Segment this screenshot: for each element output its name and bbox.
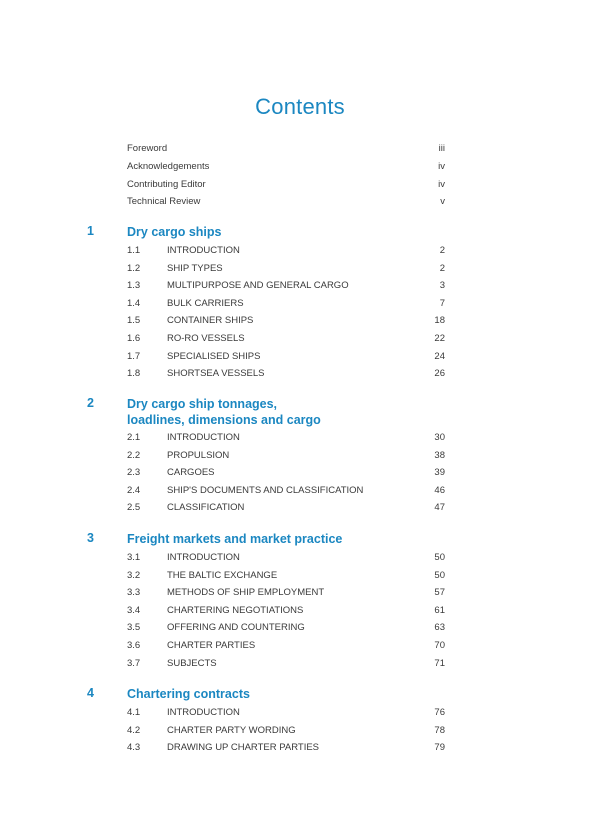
section-title: SHIP'S DOCUMENTS AND CLASSIFICATION [167,484,364,496]
toc-section-entry [127,620,445,636]
section-title: SHIP TYPES [167,262,223,274]
section-page: 50 [434,552,445,563]
chapter-number: 3 [87,531,94,545]
section-title: METHODS OF SHIP EMPLOYMENT [167,587,325,599]
chapter-number: 1 [87,224,94,238]
chapter-number: 2 [87,396,94,410]
toc-front-entry [127,194,445,210]
toc-section-entry [127,448,445,464]
page-title: Contents [255,94,345,119]
section-page: 3 [439,280,445,292]
section-page: 76 [434,707,445,718]
toc-entry-page: iii [438,143,445,154]
toc-entry-title: Contributing Editor [127,179,206,190]
chapter-number: 4 [87,686,94,700]
section-page: 26 [434,368,445,380]
section-number: 3.6 [127,640,141,651]
section-number: 1.5 [127,315,141,327]
chapter-title: Freight markets and market practice [127,532,343,546]
toc-front-entry [127,141,445,157]
section-number: 4.2 [127,724,141,736]
section-title: INTRODUCTION [167,245,240,256]
section-title: CARGOES [167,467,215,479]
toc-section-entry [127,483,445,499]
section-title: CHARTERING NEGOTIATIONS [167,604,304,616]
section-page: 71 [434,657,445,669]
chapter-title: Dry cargo ships [127,225,222,239]
toc-section-entry [127,349,445,365]
section-number: 2.5 [127,502,141,514]
section-number: 1.7 [127,350,141,362]
section-title: SUBJECTS [167,657,217,669]
section-number: 2.3 [127,467,141,479]
toc-section-entry [127,313,445,329]
section-number: 4.3 [127,742,141,754]
toc-section-entry [127,638,445,654]
toc-section-entry [127,296,445,312]
section-title: THE BALTIC EXCHANGE [167,569,278,581]
section-title: OFFERING AND COUNTERING [167,622,305,634]
section-page: 78 [434,724,445,736]
toc-entry-page: v [440,196,445,207]
toc-section-entry [127,261,445,277]
section-number: 4.1 [127,707,141,718]
section-page: 61 [434,604,445,616]
toc-entry-title: Foreword [127,143,168,154]
chapter-title: Chartering contracts [127,687,250,701]
section-number: 1.8 [127,368,141,380]
section-page: 24 [434,350,445,362]
section-title: SHORTSEA VESSELS [167,368,265,380]
section-page: 63 [434,622,445,634]
toc-entry-page: iv [438,179,445,190]
section-title: SPECIALISED SHIPS [167,350,261,362]
section-number: 2.1 [127,432,141,443]
section-number: 2.4 [127,484,141,496]
toc-section-entry [127,430,445,446]
section-title: CONTAINER SHIPS [167,315,254,327]
section-page: 50 [434,569,445,581]
toc-section-entry [127,723,445,739]
section-page: 7 [439,297,445,309]
section-number: 3.3 [127,587,141,599]
section-number: 2.2 [127,449,141,461]
section-title: INTRODUCTION [167,707,240,718]
section-title: CHARTER PARTY WORDING [167,724,296,736]
section-number: 3.7 [127,657,141,669]
section-number: 1.1 [127,245,141,256]
toc-section-entry [127,603,445,619]
section-title: RO-RO VESSELS [167,333,245,344]
toc-section-entry [127,705,445,721]
toc-entry-page: iv [438,161,445,172]
toc-section-entry [127,366,445,382]
section-title: BULK CARRIERS [167,297,244,309]
chapter-title: Dry cargo ship tonnages, [127,397,278,411]
toc-section-entry [127,278,445,294]
toc-section-entry [127,500,445,516]
section-title: PROPULSION [167,449,230,461]
chapter-title: loadlines, dimensions and cargo [127,413,321,427]
section-page: 57 [434,587,445,599]
section-title: CLASSIFICATION [167,502,245,514]
section-title: DRAWING UP CHARTER PARTIES [167,742,320,754]
toc-section-entry [127,740,445,756]
section-page: 39 [434,467,445,479]
section-page: 46 [434,484,445,496]
section-page: 2 [439,245,445,256]
section-title: INTRODUCTION [167,432,240,443]
section-page: 30 [434,432,445,443]
toc-section-entry [127,331,445,347]
section-number: 1.4 [127,297,141,309]
section-number: 1.2 [127,262,141,274]
toc-section-entry [127,465,445,481]
section-number: 3.1 [127,552,141,563]
toc-front-entry [127,177,445,193]
section-page: 38 [434,449,445,461]
section-number: 1.6 [127,333,141,344]
toc-section-entry [127,656,445,672]
section-page: 22 [434,333,445,344]
toc-section-entry [127,243,445,259]
toc-section-entry [127,550,445,566]
toc-section-entry [127,568,445,584]
toc-front-entry [127,159,445,175]
section-number: 1.3 [127,280,141,292]
section-number: 3.4 [127,604,141,616]
section-page: 2 [439,262,445,274]
toc-entry-title: Technical Review [127,196,201,207]
section-page: 79 [434,742,445,754]
toc-entry-title: Acknowledgements [127,161,210,172]
section-page: 47 [434,502,445,514]
section-title: INTRODUCTION [167,552,240,563]
section-number: 3.5 [127,622,141,634]
section-title: MULTIPURPOSE AND GENERAL CARGO [167,280,349,292]
section-page: 70 [434,640,445,651]
section-title: CHARTER PARTIES [167,640,256,651]
section-page: 18 [434,315,445,327]
section-number: 3.2 [127,569,141,581]
toc-section-entry [127,585,445,601]
